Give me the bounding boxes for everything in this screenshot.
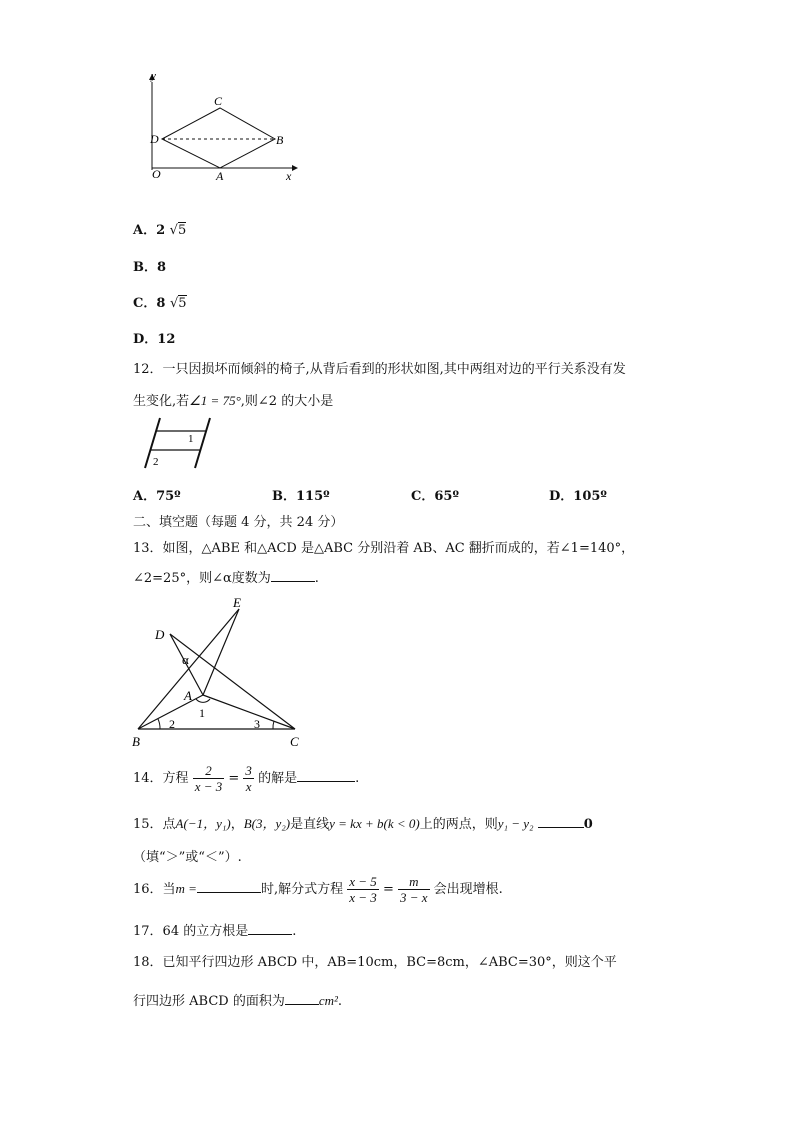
point-d-label: D [150,132,159,146]
angle-1-label: 1 [199,706,205,720]
q15-line2: （填“＞”或“＜”）. [133,850,242,865]
point-c-label: C [214,94,223,108]
q12-option-d: D．105º [549,489,607,504]
q18-line1: 18．已知平行四边形 ABCD 中，AB=10cm，BC=8cm，∠ABC=30°，则这个平 [133,955,617,970]
q16-fraction-left: $\frac{x - 5}{x - 3}$ [349,874,377,905]
y-label: y [151,70,156,82]
q17-answer-blank [248,922,292,935]
sqrt-icon: √ [169,296,179,311]
q11-option-b: B．8 [133,260,167,275]
point-b-label: B [132,734,140,749]
origin-label: O [152,167,161,181]
q11-option-a: A．2 √5 [133,223,187,238]
point-b-label: B [276,133,284,147]
angle-2-label: 2 [169,717,175,731]
section2-title: 二、填空题（每题 4 分，共 24 分） [133,515,344,530]
q16-line: 16．当m = 时,解分式方程 $\frac{x - 5}{x - 3}$ = $\frac{m}{3 - x}$ 会出现增根. [133,874,503,905]
q13-line1: 13．如图，△ABE 和△ACD 是△ABC 分别沿着 AB、AC 翻折而成的，若∠1=140°， [133,541,635,556]
q14-fraction-left: $\frac{2}{x - 3}$ [194,763,223,794]
q13-answer-blank [271,569,315,582]
rhombus-figure [140,62,320,187]
point-d-label: D [155,627,165,642]
q11-option-d: D．12 [133,332,176,347]
q12-option-c: C．65º [411,489,459,504]
rhombus-abcd [162,108,275,168]
q16-fraction-right: $\frac{m}{3 - x}$ [399,874,428,905]
angle-2-arc [158,719,160,729]
q12-option-a: A．75º [133,489,181,504]
angle-1-arc [196,699,210,702]
q16-answer-blank [197,880,261,893]
point-a-label: A [184,688,192,703]
chair-figure [140,415,220,475]
point-c-label: C [290,734,299,749]
q13-line2: ∠2=25°，则∠α度数为 . [133,571,319,586]
q15-answer-blank [538,815,584,828]
q15-line1: 15．点A(−1，y₁)，B(3，y₂)是直线y = kx + b(k < 0)上的两点，则y₁ − y₂ 0 [133,816,593,832]
sqrt-icon: √ [169,223,178,238]
q14-answer-blank [297,769,355,782]
point-a-label: A [216,169,224,183]
alpha-label: α [182,652,189,667]
q14-line: 14．方程 $\frac{2}{x - 3}$ = $\frac{3}{x}$ 的解是 . [133,763,360,794]
q18-line2: 行四边形 ABCD 的面积为 cm². [133,993,343,1009]
segment-ac [203,695,295,729]
segment-cd [170,634,295,729]
x-label: x [286,169,292,183]
chair-angle-1-label: 1 [188,433,194,445]
q18-answer-blank [285,992,319,1005]
angle-3-label: 3 [254,717,260,731]
q14-fraction-right: $\frac{3}{x}$ [245,763,252,794]
chair-right-leg [195,418,210,468]
q12-line1: 12．一只因损坏而倾斜的椅子,从背后看到的形状如图,其中两组对边的平行关系没有发 [133,362,626,377]
angle-3-arc [273,721,274,729]
triangle-fold-figure [128,592,308,754]
point-e-label: E [233,595,241,610]
chair-angle-2-label: 2 [153,456,159,468]
q12-option-b: B．115º [272,489,330,504]
q11-option-c: C．8 √5 [133,296,187,311]
x-axis-arrow-icon [292,165,298,171]
q17-line: 17．64 的立方根是 . [133,924,297,939]
q12-line2: 生变化,若∠1 = 75°,则∠2 的大小是 [133,393,334,409]
